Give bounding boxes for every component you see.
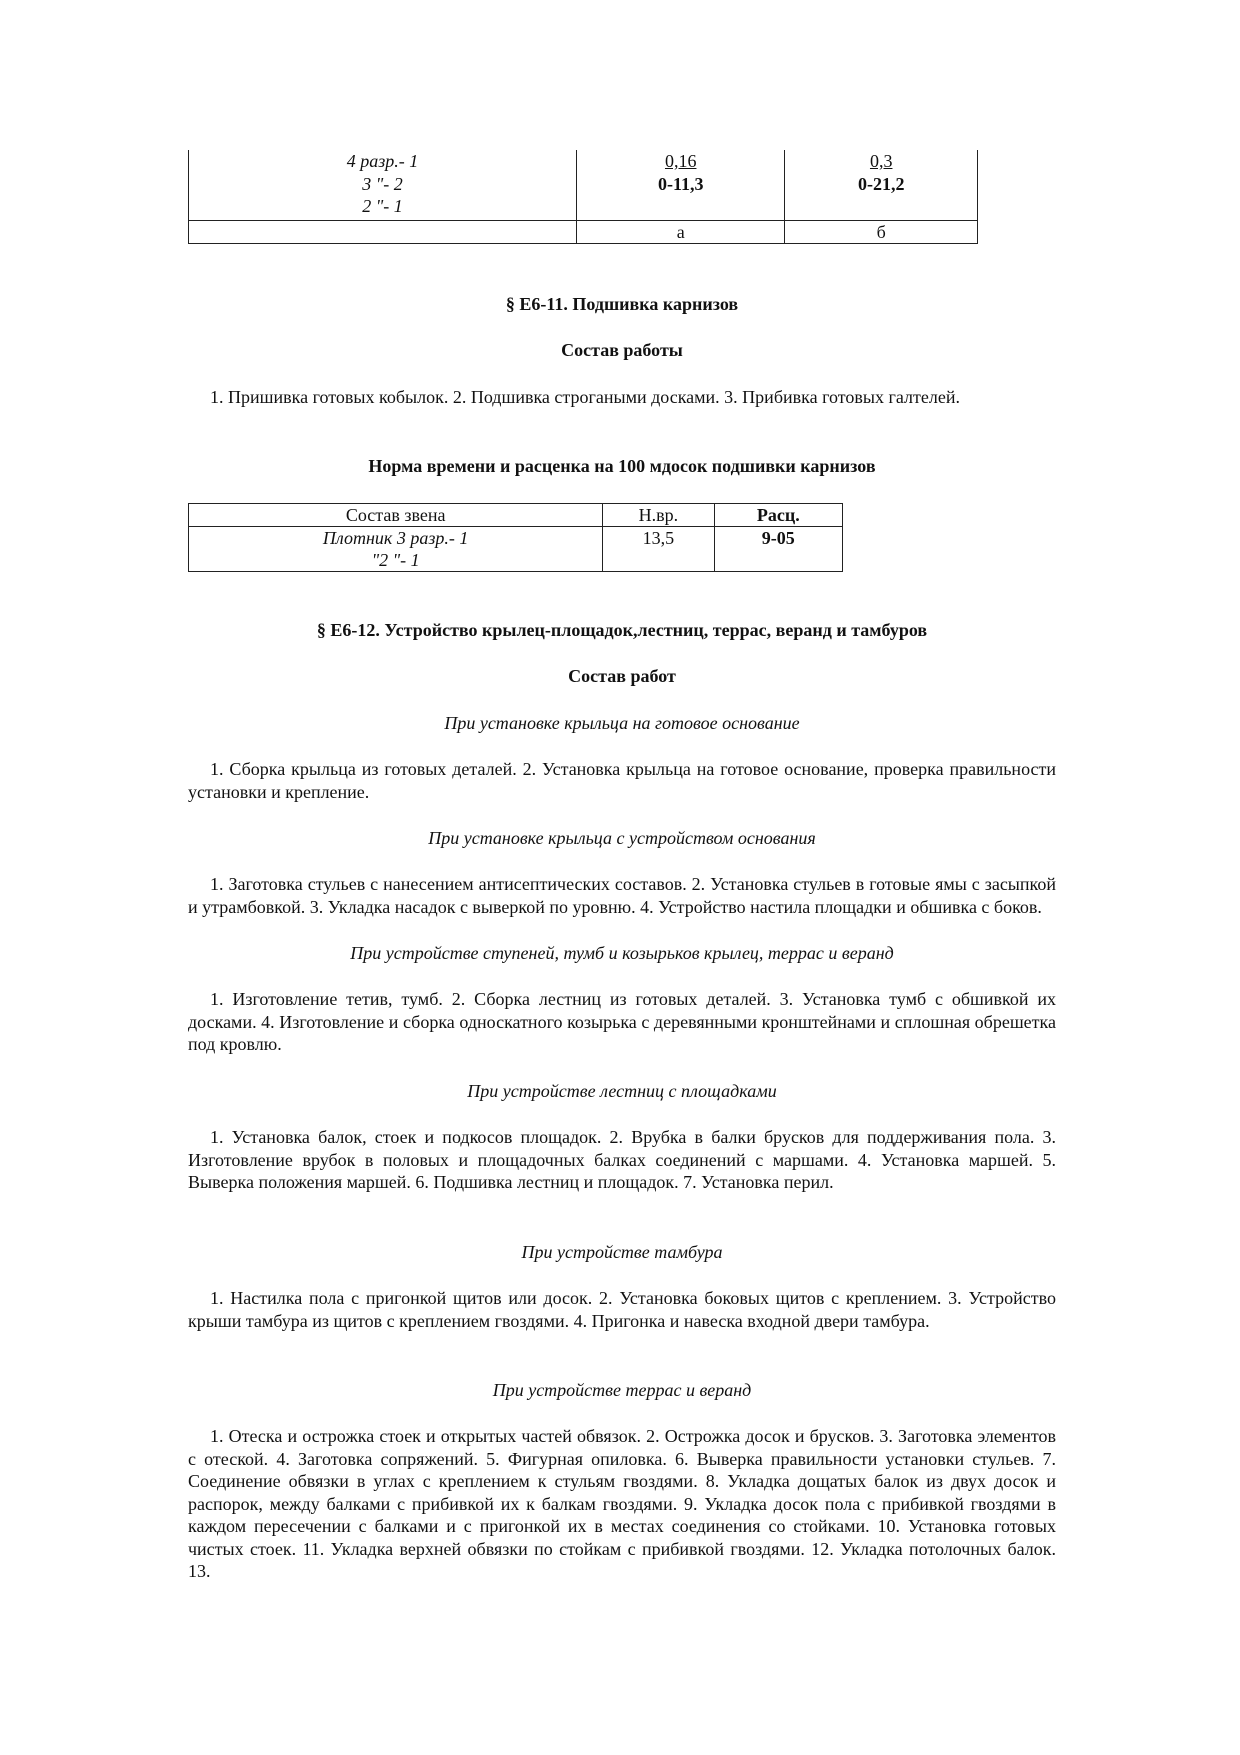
norm-heading-e6-11: Норма времени и расценка на 100 мдосок подшивки карнизов bbox=[368, 456, 876, 476]
crew-line: 3 "- 2 bbox=[362, 173, 403, 194]
crew-cell bbox=[189, 150, 577, 221]
table-row bbox=[189, 150, 978, 221]
col-b-cell bbox=[785, 150, 978, 221]
crew-line: Плотник 3 разр.- 1 bbox=[322, 528, 469, 548]
section-title-e6-11: § Е6-11. Подшивка карнизов bbox=[505, 294, 739, 314]
work-text: 1. Изготовление тетив, тумб. 2. Сборка лестниц из готовых деталей. 3. Установка тумб с обшивкой их досками. 4. Изготовление и сборка односкатного козырька с деревянными кронштейнами и сплошная обрешетка под кровлю. bbox=[188, 989, 1056, 1054]
work-text: 1. Сборка крыльца из готовых деталей. 2. Установка крыльца на готовое основание, проверка правильности установки и крепление. bbox=[188, 759, 1056, 802]
work-heading-e6-12: Состав работ bbox=[568, 666, 676, 686]
index-empty-cell bbox=[189, 221, 577, 244]
table-row bbox=[189, 221, 978, 244]
col-a-cell bbox=[576, 150, 784, 221]
work-text: 1. Установка балок, стоек и подкосов площадок. 2. Врубка в балки брусков для поддерживания пола. 3. Изготовление врубок в половых и площадочных балках соединений с маршами. 4. Установка маршей. 5. Выверка положения маршей. 6. Подшивка лестниц и площадок. 7. Установка перил. bbox=[188, 1127, 1056, 1192]
subtitle: При устройстве лестниц с площадками bbox=[467, 1081, 777, 1101]
crew-line: 4 разр.- 1 bbox=[346, 151, 419, 171]
col-b-rate: 0-21,2 bbox=[857, 173, 905, 194]
header-rate: Расц. bbox=[714, 504, 842, 527]
subtitle: При установке крыльца на готовое основание bbox=[444, 713, 800, 733]
top-rate-table bbox=[188, 150, 978, 244]
table-header-row bbox=[189, 504, 843, 527]
norm-cell: 13,5 bbox=[603, 527, 714, 572]
subtitle: При устройстве ступеней, тумб и козырьков крылец, террас и веранд bbox=[350, 943, 894, 963]
header-norm: Н.вр. bbox=[603, 504, 714, 527]
subtitle: При установке крыльца с устройством основания bbox=[428, 828, 816, 848]
col-a-rate: 0-11,3 bbox=[657, 173, 704, 194]
work-text: 1. Отеска и острожка стоек и открытых частей обвязок. 2. Острожка досок и брусков. 3. Заготовка элементов с отеской. 4. Заготовка сопряжений. 5. Фигурная опиловка. 6. Выверка правильности установки стульев. 7. Соединение обвязки в углах с креплением к стульям гвоздями. 8. Укладка дощатых балок из двух досок и распорок, между балками с прибивкой их к балкам гвоздями. 9. Укладка досок пола с прибивкой гвоздями в каждом пересечении с балками и с пригонкой их в местах соединения со стойками. 10. Установка готовых чистых стоек. 11. Укладка верхней обвязки по стойкам с прибивкой гвоздями. 12. Укладка потолочных балок. 13. bbox=[188, 1426, 1056, 1581]
work-text-e6-11: 1. Пришивка готовых кобылок. 2. Подшивка строгаными досками. 3. Прибивка готовых галтелей. bbox=[210, 387, 960, 407]
work-heading-e6-11: Состав работы bbox=[561, 340, 683, 360]
index-b-cell: б bbox=[785, 221, 978, 244]
subtitle: При устройстве террас и веранд bbox=[492, 1380, 752, 1400]
rate-cell: 9-05 bbox=[714, 527, 842, 572]
work-text: 1. Заготовка стульев с нанесением антисептических составов. 2. Установка стульев в готовые ямы с засыпкой и утрамбовкой. 3. Укладка насадок с выверкой по уровню. 4. Устройство настила площадки и обшивка с боков. bbox=[188, 874, 1056, 917]
index-a-cell: а bbox=[576, 221, 784, 244]
col-a-norm: 0,16 bbox=[664, 151, 697, 171]
crew-line: 2 "- 1 bbox=[362, 196, 403, 216]
col-b-norm: 0,3 bbox=[869, 151, 893, 171]
crew-cell bbox=[189, 527, 603, 572]
header-crew: Состав звена bbox=[189, 504, 603, 527]
crew-line: "2 "- 1 bbox=[371, 550, 420, 570]
subtitle: При устройстве тамбура bbox=[521, 1242, 723, 1262]
table-row bbox=[189, 527, 843, 572]
section-title-e6-12: § Е6-12. Устройство крылец-площадок,лестниц, террас, веранд и тамбуров bbox=[316, 620, 928, 640]
norm-table-e6-11 bbox=[188, 503, 843, 572]
work-text: 1. Настилка пола с пригонкой щитов или досок. 2. Установка боковых щитов с креплением. 3. Устройство крыши тамбура из щитов с креплением гвоздями. 4. Пригонка и навеска входной двери тамбура. bbox=[188, 1288, 1056, 1331]
